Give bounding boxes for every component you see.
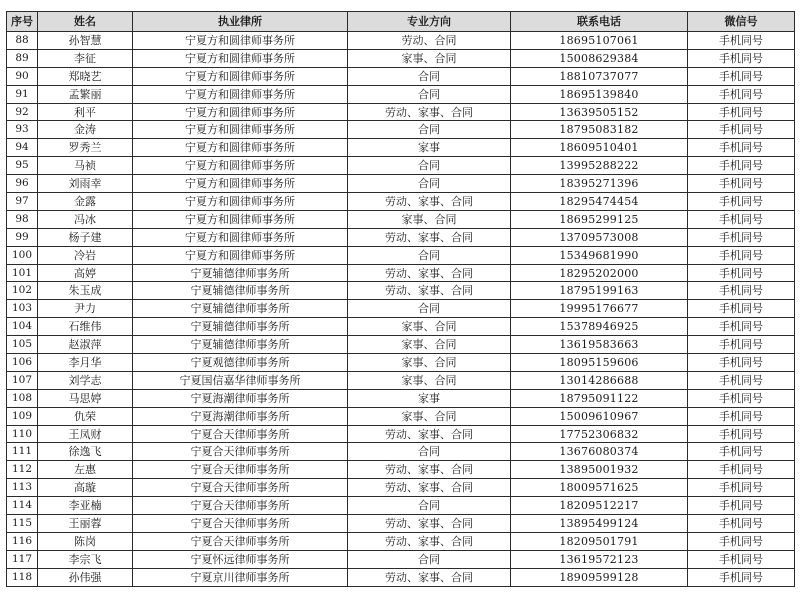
cell-no: 103 <box>7 300 38 318</box>
cell-name: 仇荣 <box>38 407 133 425</box>
cell-no: 100 <box>7 246 38 264</box>
cell-phone: 13895499124 <box>511 515 688 533</box>
cell-field: 劳动、家事、合同 <box>348 461 511 479</box>
cell-no: 110 <box>7 425 38 443</box>
cell-wechat: 手机同号 <box>688 103 795 121</box>
cell-phone: 18695299125 <box>511 210 688 228</box>
cell-name: 冷岩 <box>38 246 133 264</box>
cell-phone: 18009571625 <box>511 479 688 497</box>
cell-phone: 13895001932 <box>511 461 688 479</box>
cell-name: 罗秀兰 <box>38 139 133 157</box>
cell-field: 合同 <box>348 157 511 175</box>
table-row <box>7 497 795 515</box>
cell-field: 家事、合同 <box>348 354 511 372</box>
cell-wechat: 手机同号 <box>688 497 795 515</box>
cell-phone: 18209501791 <box>511 532 688 550</box>
cell-no: 112 <box>7 461 38 479</box>
cell-wechat: 手机同号 <box>688 479 795 497</box>
cell-wechat: 手机同号 <box>688 371 795 389</box>
cell-wechat: 手机同号 <box>688 515 795 533</box>
cell-field: 家事、合同 <box>348 49 511 67</box>
cell-no: 117 <box>7 550 38 568</box>
cell-phone: 13709573008 <box>511 228 688 246</box>
cell-phone: 18795091122 <box>511 389 688 407</box>
cell-name: 刘雨幸 <box>38 175 133 193</box>
cell-name: 金露 <box>38 193 133 211</box>
cell-field: 劳动、家事、合同 <box>348 425 511 443</box>
cell-phone: 18609510401 <box>511 139 688 157</box>
table-row <box>7 532 795 550</box>
cell-field: 合同 <box>348 121 511 139</box>
header-field: 专业方向 <box>348 12 511 32</box>
cell-wechat: 手机同号 <box>688 407 795 425</box>
cell-firm: 宁夏辅德律师事务所 <box>133 264 348 282</box>
cell-field: 家事、合同 <box>348 318 511 336</box>
table-row <box>7 210 795 228</box>
cell-field: 合同 <box>348 175 511 193</box>
cell-no: 109 <box>7 407 38 425</box>
cell-firm: 宁夏辅德律师事务所 <box>133 300 348 318</box>
cell-phone: 15349681990 <box>511 246 688 264</box>
cell-firm: 宁夏方和圆律师事务所 <box>133 228 348 246</box>
cell-firm: 宁夏方和圆律师事务所 <box>133 32 348 50</box>
cell-name: 高璇 <box>38 479 133 497</box>
cell-name: 徐逸飞 <box>38 443 133 461</box>
table-row <box>7 479 795 497</box>
cell-no: 92 <box>7 103 38 121</box>
cell-field: 家事 <box>348 389 511 407</box>
cell-wechat: 手机同号 <box>688 139 795 157</box>
cell-wechat: 手机同号 <box>688 228 795 246</box>
cell-no: 108 <box>7 389 38 407</box>
table-row <box>7 32 795 50</box>
table-row <box>7 175 795 193</box>
cell-no: 116 <box>7 532 38 550</box>
cell-name: 陈岗 <box>38 532 133 550</box>
table-row <box>7 139 795 157</box>
cell-firm: 宁夏辅德律师事务所 <box>133 282 348 300</box>
cell-name: 李亚楠 <box>38 497 133 515</box>
table-row <box>7 515 795 533</box>
cell-no: 95 <box>7 157 38 175</box>
cell-phone: 18795199163 <box>511 282 688 300</box>
cell-firm: 宁夏方和圆律师事务所 <box>133 121 348 139</box>
table-row <box>7 228 795 246</box>
cell-name: 马思婷 <box>38 389 133 407</box>
cell-no: 97 <box>7 193 38 211</box>
cell-name: 孙智慧 <box>38 32 133 50</box>
cell-no: 94 <box>7 139 38 157</box>
cell-phone: 18695107061 <box>511 32 688 50</box>
cell-no: 111 <box>7 443 38 461</box>
cell-field: 家事 <box>348 139 511 157</box>
cell-name: 王凤财 <box>38 425 133 443</box>
cell-field: 家事、合同 <box>348 407 511 425</box>
cell-field: 劳动、家事、合同 <box>348 103 511 121</box>
table-row <box>7 407 795 425</box>
cell-name: 赵淑萍 <box>38 336 133 354</box>
cell-firm: 宁夏合天律师事务所 <box>133 479 348 497</box>
table-row <box>7 121 795 139</box>
cell-field: 合同 <box>348 497 511 515</box>
cell-firm: 宁夏方和圆律师事务所 <box>133 157 348 175</box>
cell-field: 劳动、家事、合同 <box>348 228 511 246</box>
table-row <box>7 371 795 389</box>
table-row <box>7 157 795 175</box>
cell-phone: 18209512217 <box>511 497 688 515</box>
cell-no: 99 <box>7 228 38 246</box>
cell-firm: 宁夏方和圆律师事务所 <box>133 85 348 103</box>
cell-phone: 18295202000 <box>511 264 688 282</box>
table-row <box>7 85 795 103</box>
header-wechat: 微信号 <box>688 12 795 32</box>
cell-no: 114 <box>7 497 38 515</box>
cell-phone: 13619572123 <box>511 550 688 568</box>
cell-no: 89 <box>7 49 38 67</box>
cell-wechat: 手机同号 <box>688 246 795 264</box>
cell-name: 利平 <box>38 103 133 121</box>
cell-no: 91 <box>7 85 38 103</box>
cell-phone: 18395271396 <box>511 175 688 193</box>
cell-firm: 宁夏合天律师事务所 <box>133 461 348 479</box>
cell-no: 115 <box>7 515 38 533</box>
table-row <box>7 336 795 354</box>
cell-firm: 宁夏辅德律师事务所 <box>133 318 348 336</box>
cell-no: 113 <box>7 479 38 497</box>
cell-no: 88 <box>7 32 38 50</box>
cell-name: 左惠 <box>38 461 133 479</box>
table-row <box>7 49 795 67</box>
cell-firm: 宁夏方和圆律师事务所 <box>133 210 348 228</box>
cell-phone: 13995288222 <box>511 157 688 175</box>
lawyer-table <box>6 11 795 587</box>
cell-wechat: 手机同号 <box>688 32 795 50</box>
table-body <box>7 32 795 587</box>
cell-firm: 宁夏方和圆律师事务所 <box>133 67 348 85</box>
table-row <box>7 282 795 300</box>
cell-name: 郑晓艺 <box>38 67 133 85</box>
cell-name: 高婷 <box>38 264 133 282</box>
cell-phone: 13014286688 <box>511 371 688 389</box>
cell-name: 金涛 <box>38 121 133 139</box>
table-row <box>7 318 795 336</box>
cell-no: 96 <box>7 175 38 193</box>
cell-wechat: 手机同号 <box>688 389 795 407</box>
cell-field: 劳动、家事、合同 <box>348 264 511 282</box>
cell-field: 家事、合同 <box>348 336 511 354</box>
cell-field: 劳动、合同 <box>348 32 511 50</box>
cell-phone: 13619583663 <box>511 336 688 354</box>
cell-phone: 15009610967 <box>511 407 688 425</box>
cell-field: 合同 <box>348 246 511 264</box>
cell-no: 102 <box>7 282 38 300</box>
cell-wechat: 手机同号 <box>688 264 795 282</box>
cell-wechat: 手机同号 <box>688 282 795 300</box>
cell-name: 王丽蓉 <box>38 515 133 533</box>
cell-wechat: 手机同号 <box>688 443 795 461</box>
cell-phone: 19995176677 <box>511 300 688 318</box>
table-row <box>7 550 795 568</box>
table-row <box>7 103 795 121</box>
table-row <box>7 461 795 479</box>
cell-firm: 宁夏方和圆律师事务所 <box>133 246 348 264</box>
cell-wechat: 手机同号 <box>688 336 795 354</box>
cell-name: 朱玉成 <box>38 282 133 300</box>
cell-firm: 宁夏方和圆律师事务所 <box>133 49 348 67</box>
cell-wechat: 手机同号 <box>688 568 795 586</box>
cell-no: 101 <box>7 264 38 282</box>
cell-firm: 宁夏合天律师事务所 <box>133 515 348 533</box>
cell-firm: 宁夏方和圆律师事务所 <box>133 103 348 121</box>
cell-firm: 宁夏辅德律师事务所 <box>133 336 348 354</box>
table-row <box>7 568 795 586</box>
header-no: 序号 <box>7 12 38 32</box>
cell-name: 杨子建 <box>38 228 133 246</box>
cell-wechat: 手机同号 <box>688 354 795 372</box>
table-row <box>7 67 795 85</box>
cell-no: 93 <box>7 121 38 139</box>
cell-wechat: 手机同号 <box>688 318 795 336</box>
cell-wechat: 手机同号 <box>688 121 795 139</box>
cell-field: 劳动、家事、合同 <box>348 479 511 497</box>
cell-wechat: 手机同号 <box>688 49 795 67</box>
cell-field: 合同 <box>348 443 511 461</box>
lawyer-table-container <box>6 11 795 587</box>
cell-phone: 15008629384 <box>511 49 688 67</box>
cell-field: 劳动、家事、合同 <box>348 532 511 550</box>
cell-phone: 13676080374 <box>511 443 688 461</box>
cell-name: 李征 <box>38 49 133 67</box>
cell-firm: 宁夏合天律师事务所 <box>133 425 348 443</box>
cell-no: 90 <box>7 67 38 85</box>
table-row <box>7 300 795 318</box>
cell-field: 合同 <box>348 67 511 85</box>
cell-no: 106 <box>7 354 38 372</box>
cell-wechat: 手机同号 <box>688 85 795 103</box>
cell-firm: 宁夏方和圆律师事务所 <box>133 193 348 211</box>
cell-field: 家事、合同 <box>348 210 511 228</box>
cell-phone: 18810737077 <box>511 67 688 85</box>
cell-wechat: 手机同号 <box>688 157 795 175</box>
cell-firm: 宁夏方和圆律师事务所 <box>133 175 348 193</box>
table-row <box>7 354 795 372</box>
cell-wechat: 手机同号 <box>688 461 795 479</box>
cell-name: 刘学志 <box>38 371 133 389</box>
cell-no: 105 <box>7 336 38 354</box>
cell-phone: 18695139840 <box>511 85 688 103</box>
cell-no: 98 <box>7 210 38 228</box>
cell-phone: 15378946925 <box>511 318 688 336</box>
cell-wechat: 手机同号 <box>688 193 795 211</box>
cell-firm: 宁夏合天律师事务所 <box>133 443 348 461</box>
cell-field: 劳动、家事、合同 <box>348 193 511 211</box>
cell-field: 劳动、家事、合同 <box>348 282 511 300</box>
cell-field: 家事、合同 <box>348 371 511 389</box>
cell-phone: 18295474454 <box>511 193 688 211</box>
cell-no: 118 <box>7 568 38 586</box>
header-phone: 联系电话 <box>511 12 688 32</box>
cell-field: 劳动、家事、合同 <box>348 568 511 586</box>
table-header-row <box>7 12 795 32</box>
cell-phone: 13639505152 <box>511 103 688 121</box>
table-row <box>7 193 795 211</box>
cell-name: 孟繁丽 <box>38 85 133 103</box>
cell-field: 劳动、家事、合同 <box>348 515 511 533</box>
cell-firm: 宁夏观德律师事务所 <box>133 354 348 372</box>
cell-firm: 宁夏合天律师事务所 <box>133 497 348 515</box>
table-row <box>7 389 795 407</box>
cell-wechat: 手机同号 <box>688 532 795 550</box>
cell-wechat: 手机同号 <box>688 67 795 85</box>
cell-name: 尹力 <box>38 300 133 318</box>
cell-phone: 18095159606 <box>511 354 688 372</box>
cell-name: 马祯 <box>38 157 133 175</box>
cell-phone: 18909599128 <box>511 568 688 586</box>
cell-firm: 宁夏方和圆律师事务所 <box>133 139 348 157</box>
cell-firm: 宁夏海潮律师事务所 <box>133 389 348 407</box>
cell-no: 107 <box>7 371 38 389</box>
header-firm: 执业律所 <box>133 12 348 32</box>
cell-phone: 18795083182 <box>511 121 688 139</box>
cell-name: 李月华 <box>38 354 133 372</box>
cell-wechat: 手机同号 <box>688 175 795 193</box>
cell-phone: 17752306832 <box>511 425 688 443</box>
table-row <box>7 264 795 282</box>
cell-no: 104 <box>7 318 38 336</box>
cell-firm: 宁夏国信嘉华律师事务所 <box>133 371 348 389</box>
table-row <box>7 425 795 443</box>
cell-wechat: 手机同号 <box>688 425 795 443</box>
cell-name: 李宗飞 <box>38 550 133 568</box>
table-row <box>7 443 795 461</box>
cell-field: 合同 <box>348 85 511 103</box>
cell-name: 石维伟 <box>38 318 133 336</box>
cell-wechat: 手机同号 <box>688 550 795 568</box>
cell-wechat: 手机同号 <box>688 300 795 318</box>
cell-name: 孙伟强 <box>38 568 133 586</box>
cell-name: 冯冰 <box>38 210 133 228</box>
cell-firm: 宁夏怀远律师事务所 <box>133 550 348 568</box>
cell-field: 合同 <box>348 300 511 318</box>
cell-firm: 宁夏海潮律师事务所 <box>133 407 348 425</box>
cell-firm: 宁夏京川律师事务所 <box>133 568 348 586</box>
cell-wechat: 手机同号 <box>688 210 795 228</box>
cell-field: 合同 <box>348 550 511 568</box>
cell-firm: 宁夏合天律师事务所 <box>133 532 348 550</box>
header-name: 姓名 <box>38 12 133 32</box>
table-row <box>7 246 795 264</box>
